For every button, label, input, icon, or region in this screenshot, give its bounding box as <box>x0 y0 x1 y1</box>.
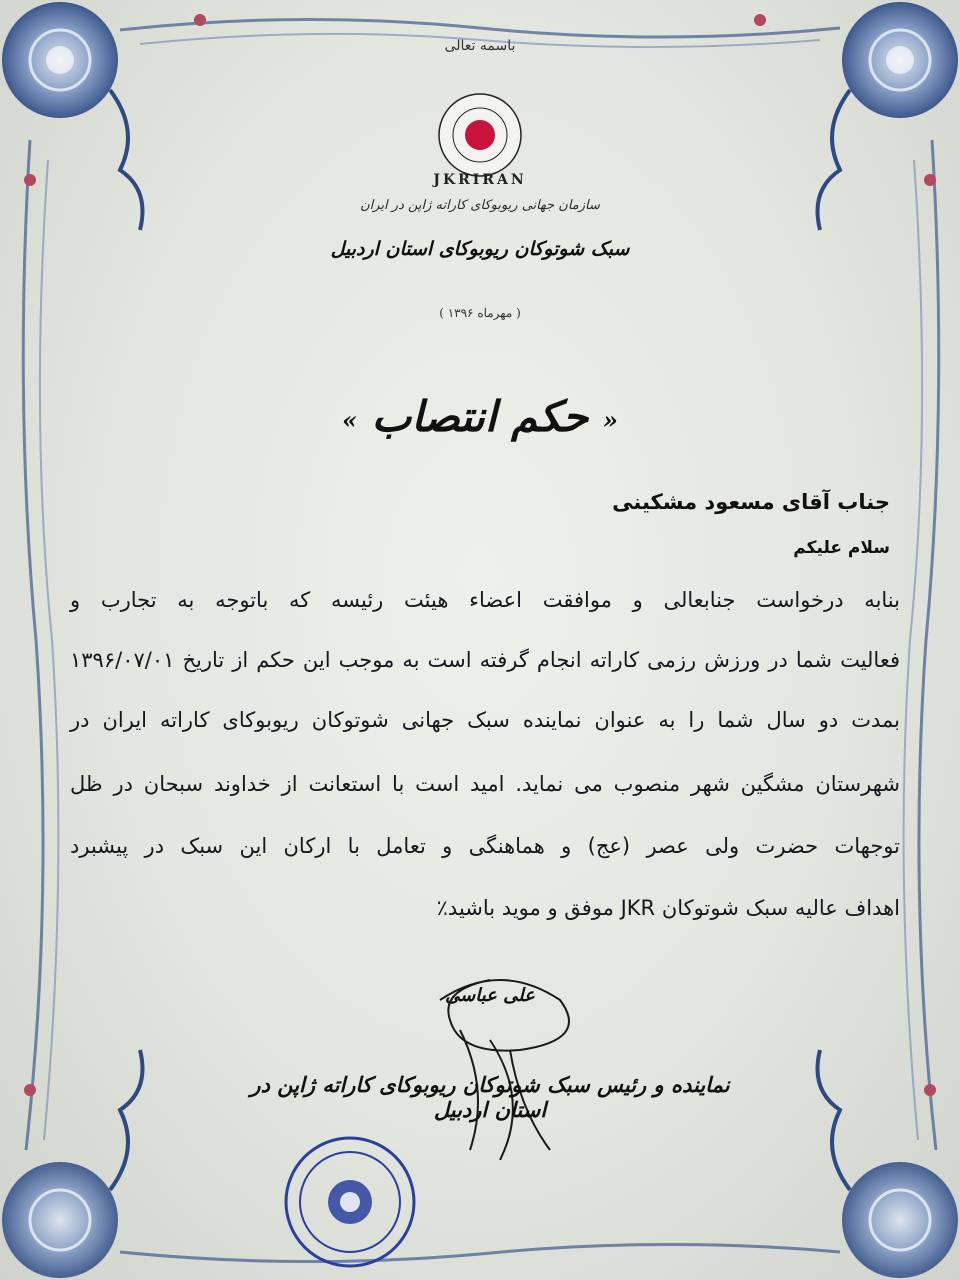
title-quote-close: » <box>342 405 358 435</box>
document-title <box>300 392 660 441</box>
greeting: سلام علیکم <box>793 538 890 558</box>
body-line: بمدت دو سال شما را به عنوان نماینده سبک جهانی شوتوکان ریوبوکای کاراته ایران در <box>70 708 900 732</box>
official-stamp <box>282 1134 418 1270</box>
corner-ornament-top-right <box>754 2 958 230</box>
recipient-name: جناب آقای مسعود مشکینی <box>612 490 890 514</box>
corner-ornament-top-left <box>2 2 206 230</box>
issue-date: ( مهرماه ۱۳۹۶ ) <box>439 306 521 320</box>
title-text: حکم انتصاب <box>371 392 589 441</box>
body-line: فعالیت شما در ورزش رزمی کاراته انجام گرفته است به موجب این حکم از تاریخ ۱۳۹۶/۰۷/۰۱ <box>70 648 900 672</box>
body-line: بنابه درخواست جنابعالی و موافقت اعضاء هیئت رئیسه که باتوجه به تجارب و <box>70 588 900 612</box>
body-line: شهرستان مشگین شهر منصوب می نماید. امید است با استعانت از خداوند سبحان در ظل <box>70 772 900 796</box>
body-line: اهداف عالیه سبک شوتوکان JKR موفق و موید باشید٪ <box>436 896 900 920</box>
org-name: سازمان جهانی ریوبوکای کاراته ژاپن در ایران <box>360 198 600 213</box>
basmala-text: باسمه تعالی <box>444 38 516 54</box>
corner-ornament-bottom-left <box>2 1050 143 1278</box>
corner-ornament-bottom-right <box>818 1050 959 1278</box>
jkr-logo <box>437 92 523 178</box>
org-abbreviation: JKRIRAN <box>433 172 527 188</box>
title-quote-open: « <box>602 405 618 435</box>
signatory-name: علی عباسی <box>445 985 535 1006</box>
body-line: توجهات حضرت ولی عصر (عج) و هماهنگی و تعامل با ارکان این سبک در پیشبرد <box>70 834 900 858</box>
signatory-title: نماینده و رئیس سبک شوتوکان ریوبوکای کاراته ژاپن در استان اردبیل <box>250 1072 730 1122</box>
style-name: سبک شوتوکان ریوبوکای استان اردبیل <box>330 238 630 260</box>
